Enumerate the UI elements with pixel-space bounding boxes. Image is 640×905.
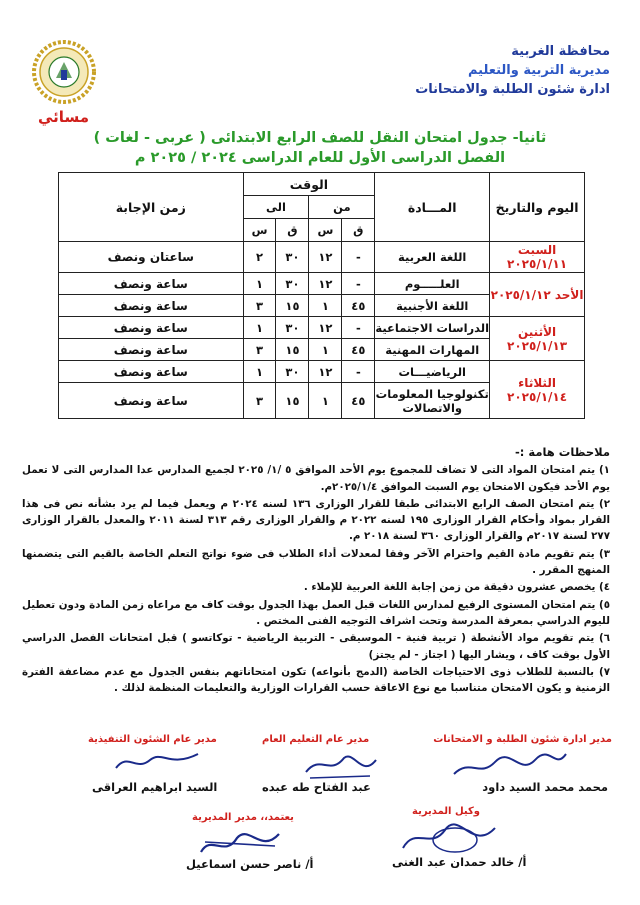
to-q-cell: ٣٠ [276, 242, 309, 273]
to-q-cell: ١٥ [276, 339, 309, 361]
header-time: الوقت [243, 173, 375, 196]
note-item: ٢) يتم امتحان الصف الرابع الابتدائى طبقا للقرار الوزارى ١٣٦ لسنه ٢٠٢٤ م ويعمل فيما لم يرد بشأنه نص فى هذا القرار بمواد وأحكام القرار الوزارى ١٩٥ لسنه ٢٠٢٢ م والقرار الوزارى رقم ٣١٣ لسنة ٢٠١١ والمعدل بالقرار الوزارى ٢٧٧ لسنة ٢٠١٧م والقرار الوزارى ٣٦٠ لسنة ٢٠١٨ م. [22, 497, 611, 543]
day-cell: الثلاثاء ٢٠٢٥/١/١٤ [490, 361, 585, 419]
signature-scribble-icon [110, 746, 205, 780]
to-s-cell: ١ [243, 317, 276, 339]
header-from-s: س [309, 219, 342, 242]
duration-cell: ساعة ونصف [59, 317, 244, 339]
signature-role-3: مدير عام الشئون التنفيذية [88, 734, 217, 745]
to-q-cell: ١٥ [276, 295, 309, 317]
signature-name-3: السيد ابراهيم العراقى [92, 780, 218, 794]
to-s-cell: ١ [243, 361, 276, 383]
from-q-cell: ٤٥ [342, 339, 375, 361]
duration-cell: ساعة ونصف [59, 295, 244, 317]
governorate-name: محافظة الغربية [511, 44, 610, 59]
signature-role-5: يعتمد،، مدير المديرية [192, 812, 294, 823]
to-q-cell: ٣٠ [276, 273, 309, 295]
note-item: ٦) يتم تقويم مواد الأنشطة ( تربية فنية - الموسيقى - التربية الرياضية - توكاتسو ) قبل امتحانات الفصل الدراسي الأول بوقت كاف ، ويشار اليها ( اجتاز - لم يجتز) [22, 632, 610, 661]
header-to-q: ق [276, 219, 309, 242]
subject-cell: اللغة الأجنبية [375, 295, 490, 317]
page-subtitle: الفصل الدراسى الأول للعام الدراسى ٢٠٢٤ / ٢٠٢٥ م [134, 150, 506, 166]
exam-schedule-table [58, 172, 585, 419]
to-q-cell: ١٥ [276, 383, 309, 419]
shift-label: مسائي [38, 108, 89, 126]
header-duration: زمن الإجابة [59, 173, 244, 242]
day-cell: الأحد ٢٠٢٥/١/١٢ [490, 273, 585, 317]
signature-scribble-icon [300, 748, 380, 782]
header-from-q: ق [342, 219, 375, 242]
to-q-cell: ٣٠ [276, 361, 309, 383]
from-q-cell: - [342, 317, 375, 339]
subject-cell: الدراسات الاجتماعية [375, 317, 490, 339]
from-q-cell: - [342, 361, 375, 383]
subject-cell: العلـــــوم [375, 273, 490, 295]
header-block [415, 42, 610, 99]
signature-role-2: مدير عام التعليم العام [262, 734, 370, 745]
signature-scribble-icon [450, 748, 570, 782]
ministry-logo-icon [32, 40, 96, 104]
from-s-cell: ١ [309, 295, 342, 317]
duration-cell: ساعتان ونصف [59, 242, 244, 273]
signature-name-4: أ/ خالد حمدان عبد الغنى [392, 855, 527, 869]
from-s-cell: ١ [309, 383, 342, 419]
from-s-cell: ١٢ [309, 317, 342, 339]
note-item: ٣) يتم تقويم مادة القيم واحترام الآخر وفقا لمعدلات أداء الطلاب فى ضوء نواتج التعلم الخاصة بالقيم التى يتضمنها المنهج المقرر . [22, 547, 610, 577]
header-from: من [309, 196, 375, 219]
to-s-cell: ٣ [243, 339, 276, 361]
from-s-cell: ١٢ [309, 242, 342, 273]
day-cell: السبت ٢٠٢٥/١/١١ [490, 242, 585, 273]
header-day-date: اليوم والتاريخ [490, 173, 585, 242]
to-s-cell: ٢ [243, 242, 276, 273]
table-row [59, 361, 585, 383]
note-item: ١) يتم امتحان المواد التى لا تضاف للمجموع يوم الأحد الموافق ٥ /١/ ٢٠٢٥ لجميع المدارس عدا المدارس التى لا تعمل يوم الأحد فيكون الامتحان يوم السبت الموافق ٢٠٢٥/١/٤م. [22, 464, 610, 493]
note-item: ٤) يخصص عشرون دقيقة من زمن إجابة اللغة العربية للإملاء . [303, 581, 610, 594]
page-title: ثانيا- جدول امتحان النقل للصف الرابع الابتدائى ( عربى - لغات ) [93, 130, 547, 146]
from-q-cell: - [342, 273, 375, 295]
department-name: ادارة شئون الطلبة والامتحانات [415, 82, 610, 97]
subject-cell: اللغة العربية [375, 242, 490, 273]
signature-name-2: عبد الفتاح طه عبده [262, 780, 371, 794]
from-q-cell: ٤٥ [342, 295, 375, 317]
subject-cell: المهارات المهنية [375, 339, 490, 361]
notes-title: ملاحظات هامة :- [515, 445, 610, 459]
to-q-cell: ٣٠ [276, 317, 309, 339]
directorate-name: مديرية التربية والتعليم [467, 63, 610, 78]
to-s-cell: ٣ [243, 295, 276, 317]
to-s-cell: ٣ [243, 383, 276, 419]
from-q-cell: - [342, 242, 375, 273]
table-row [59, 317, 585, 339]
header-subject: المـــادة [375, 173, 490, 242]
from-q-cell: ٤٥ [342, 383, 375, 419]
signature-name-5: أ/ ناصر حسن اسماعيل [186, 857, 314, 871]
table-row [59, 242, 585, 273]
table-row [59, 273, 585, 295]
note-item: ٥) يتم امتحان المستوى الرفيع لمدارس اللغات قبل العمل بهذا الجدول بوقت كاف مع مراعاه زمن المادة ودون تعطيل لليوم الدراسي بمعرفة المدرسة وتحت اشراف التوجيه الفنى المختص . [22, 598, 610, 627]
signature-role-1: مدير ادارة شئون الطلبة و الامتحانات [433, 734, 612, 745]
to-s-cell: ١ [243, 273, 276, 295]
duration-cell: ساعة ونصف [59, 361, 244, 383]
duration-cell: ساعة ونصف [59, 273, 244, 295]
subject-cell: تكنولوجيا المعلومات والاتصالات [375, 383, 490, 419]
from-s-cell: ١٢ [309, 273, 342, 295]
note-item: ٧) بالنسبة للطلاب ذوى الاحتياجات الخاصة (الدمج بأنواعه) تكون امتحاناتهم بنفس الجدول مع عدم مضاعفة الفترة الزمنية و يكون الامتحان متناسبا مع نوع الاعاقة حسب القرارات الوزارية والتعليمات المنظمة لذلك . [22, 665, 610, 695]
from-s-cell: ١ [309, 339, 342, 361]
header-to: الى [243, 196, 309, 219]
day-cell: الأثنين ٢٠٢٥/١/١٣ [490, 317, 585, 361]
signature-role-4: وكيل المديرية [412, 806, 480, 817]
notes-section [22, 444, 610, 697]
duration-cell: ساعة ونصف [59, 383, 244, 419]
from-s-cell: ١٢ [309, 361, 342, 383]
header-to-s: س [243, 219, 276, 242]
subject-cell: الرياضيـــات [375, 361, 490, 383]
signature-scribble-icon [395, 818, 505, 858]
duration-cell: ساعة ونصف [59, 339, 244, 361]
signature-name-1: محمد محمد السيد داود [482, 780, 608, 794]
